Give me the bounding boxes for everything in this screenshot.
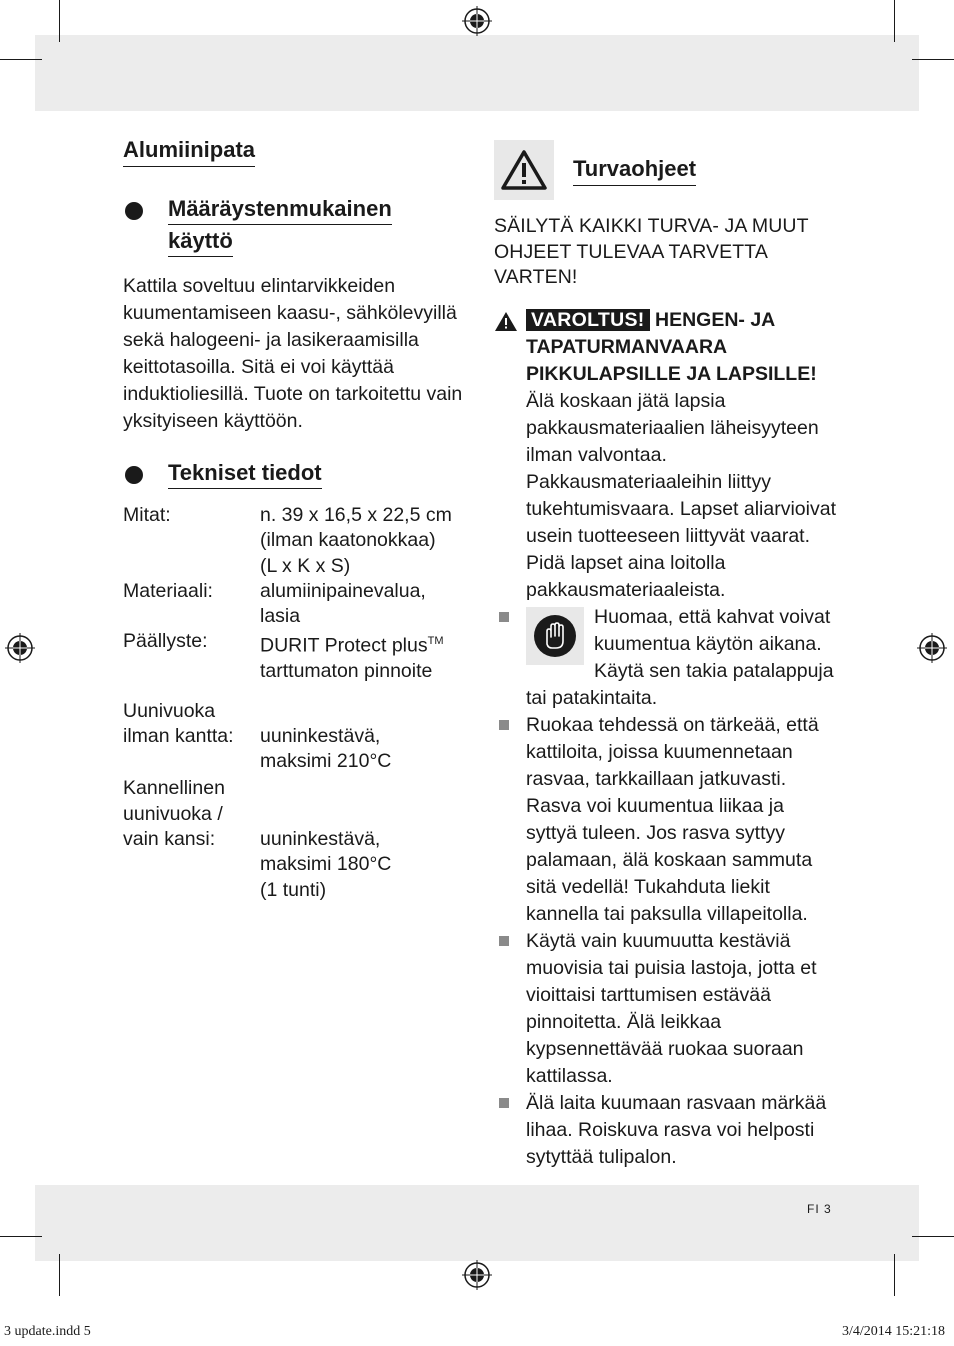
list-item xyxy=(494,1090,839,1171)
warning-triangle-icon xyxy=(494,140,554,200)
safety-heading xyxy=(494,140,839,200)
section-title: Määräystenmukainen xyxy=(168,193,392,225)
spec-value-line: tarttumaton pinnoite xyxy=(260,660,433,683)
crop-mark xyxy=(894,0,895,42)
spec-key xyxy=(123,774,260,902)
list-item xyxy=(494,928,839,1090)
spec-value xyxy=(260,629,452,684)
warning-block xyxy=(494,307,839,604)
keep-instructions-text: SÄILYTÄ KAIKKI TURVA- JA MUUT OHJEET TULEVAA TARVETTA VARTEN! xyxy=(494,215,809,288)
spec-value-line: (1 tunti) xyxy=(260,878,327,901)
page-number: FI 3 xyxy=(807,1202,832,1216)
spec-value-line: maksimi 180°C xyxy=(260,853,392,876)
spec-value-line: lasia xyxy=(260,605,301,628)
spec-key: Päällyste: xyxy=(123,630,208,653)
spec-value-line: uuninkestävä, xyxy=(260,724,381,747)
spec-value-line: DURIT Protect plus xyxy=(260,634,428,657)
right-column xyxy=(494,140,839,1171)
warning-bold-text: HENGEN- JA TAPATURMANVAARA PIKKULAPSILLE JA LAPSILLE! xyxy=(526,308,817,385)
product-title: Alumiinipata xyxy=(123,136,255,167)
section-title: Turvaohjeet xyxy=(573,155,696,186)
spec-value xyxy=(260,774,452,902)
spec-key-line: uunivuoka / xyxy=(123,802,223,825)
spec-value xyxy=(260,503,452,579)
trademark-sup: TM xyxy=(427,635,444,648)
spec-value-line: maksimi 210°C xyxy=(260,750,392,773)
square-bullet-icon xyxy=(499,936,509,946)
warning-triangle-icon xyxy=(494,311,518,332)
bullet-icon xyxy=(125,466,143,484)
list-item-text: Huomaa, että kahvat voivat kuumentua käytön aikana. Käytä sen takia patalappuja tai patakintaita. xyxy=(526,605,834,709)
header-band xyxy=(35,35,919,111)
spec-key: Materiaali: xyxy=(123,579,213,602)
spec-key-line: Kannellinen xyxy=(123,777,225,800)
spec-row xyxy=(123,503,452,579)
crop-mark xyxy=(0,1236,42,1237)
crop-mark xyxy=(59,0,60,42)
list-item xyxy=(494,604,839,712)
registration-mark-icon xyxy=(462,6,492,36)
spec-key-line: ilman kantta: xyxy=(123,724,234,747)
spec-value-line: alumiinipainevalua, xyxy=(260,579,426,602)
spec-value xyxy=(260,579,452,630)
spec-value-line: (ilman kaatonokkaa) xyxy=(260,529,436,552)
spec-table xyxy=(123,503,452,903)
section-title: Tekniset tiedot xyxy=(168,457,322,489)
glove-icon xyxy=(526,607,584,665)
slug-file: 3 update.indd 5 xyxy=(4,1324,91,1339)
spec-row xyxy=(123,579,452,630)
section-intended-use-heading xyxy=(123,193,468,257)
spec-key: Mitat: xyxy=(123,504,171,526)
spec-row xyxy=(123,685,452,775)
crop-mark xyxy=(912,59,954,60)
square-bullet-icon xyxy=(499,1098,509,1108)
spec-row xyxy=(123,629,452,684)
spec-value-line: n. 39 x 16,5 x 22,5 cm xyxy=(260,504,452,526)
spec-value xyxy=(260,685,452,775)
bullet-icon xyxy=(125,202,143,220)
spec-row xyxy=(123,774,452,902)
square-bullet-icon xyxy=(499,720,509,730)
warning-text: Älä koskaan jätä lapsia pakkausmateriaalien läheisyyteen ilman valvontaa. Pakkausmateriaaleihin liittyy tukehtumisvaara. Lapset aliarvioivat usein tuotteeseen liittyvät vaarat. Pidä lapset aina loitolla pakkausmateriaaleista. xyxy=(526,389,836,601)
spec-value-line: uuninkestävä, xyxy=(260,828,381,851)
spec-value-line: (L x K x S) xyxy=(260,554,351,577)
crop-mark xyxy=(912,1236,954,1237)
section-title: käyttö xyxy=(168,225,233,257)
slug-date: 3/4/2014 15:21:18 xyxy=(841,1324,945,1339)
list-item-text: Käytä vain kuumuutta kestäviä muovisia tai puisia lastoja, jotta et vioittaisi tarttumisen estävää pinnoitetta. Älä leikkaa kypsennettävää ruokaa suoraan kattilassa. xyxy=(526,929,817,1087)
list-item-text: Älä laita kuumaan rasvaan märkää lihaa. Roiskuva rasva voi helposti sytyttää tulipalon. xyxy=(526,1091,827,1168)
list-item-text: Ruokaa tehdessä on tärkeää, että kattiloita, joissa kuumennetaan rasvaa, tarkkaillaan jatkuvasti. Rasva voi kuumentua liikaa ja syttyä tuleen. Jos rasva syttyy palamaan, älä koskaan sammuta sitä vedellä! Tukahduta liekit kannella tai paksulla villapeitolla. xyxy=(526,713,819,925)
warning-badge: VAROLTUS! xyxy=(526,309,650,331)
crop-mark xyxy=(0,59,42,60)
list-item xyxy=(494,712,839,928)
spec-key-line: vain kansi: xyxy=(123,828,216,851)
section-tech-heading xyxy=(123,457,468,489)
registration-mark-icon xyxy=(462,1260,492,1290)
spec-key-line: Uunivuoka xyxy=(123,699,216,722)
crop-mark xyxy=(59,1254,60,1296)
spec-key xyxy=(123,685,260,775)
crop-mark xyxy=(894,1254,895,1296)
left-column xyxy=(123,130,468,903)
square-bullet-icon xyxy=(499,612,509,622)
intended-use-text: Kattila soveltuu elintarvikkeiden kuumentamiseen kaasu-, sähkölevyillä sekä halogeeni- ja lasikeraamisilla keittotasoilla. Sitä ei voi käyttää induktioliesillä. Tuote on tarkoitettu vain yksityiseen käyttöön. xyxy=(123,275,463,432)
registration-mark-icon xyxy=(5,633,35,663)
footer-band xyxy=(35,1185,919,1261)
registration-mark-icon xyxy=(917,633,947,663)
